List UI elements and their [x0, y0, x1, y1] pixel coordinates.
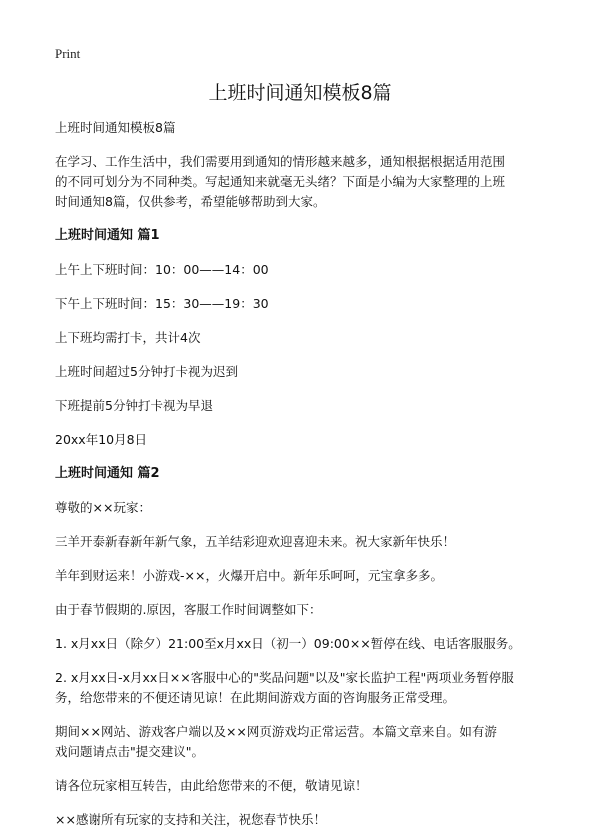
operations-note-line: 戏问题请点击"提交建议"。	[55, 744, 204, 759]
intro-paragraph	[55, 152, 545, 212]
document-subtitle: 上班时间通知模板8篇	[55, 120, 176, 135]
morning-hours: 上午上下班时间：10：00——14：00	[55, 262, 269, 277]
operations-note-line: 期间××网站、游戏客户端以及××网页游戏均正常运营。本篇文章来自。如有游	[55, 724, 497, 739]
intro-line: 的不同可划分为不同种类。写起通知来就毫无头绪？下面是小编为大家整理的上班	[55, 174, 506, 189]
schedule-item-2-line: 2. x月xx日-x月xx日××客服中心的"奖品问题"以及"家长监护工程"两项业务暂停服	[55, 670, 514, 685]
document-title: 上班时间通知模板8篇	[208, 82, 392, 104]
closing-thanks: ××感谢所有玩家的支持和关注，祝您春节快乐！	[55, 812, 326, 827]
print-link[interactable]: Print	[55, 46, 81, 61]
punch-rule: 上下班均需打卡，共计4次	[55, 330, 201, 345]
greeting: 尊敬的××玩家：	[55, 500, 151, 515]
new-year-wish: 三羊开泰新春新年新气象，五羊结彩迎欢迎喜迎未来。祝大家新年快乐！	[55, 534, 456, 549]
section-heading-2: 上班时间通知 篇2	[55, 466, 160, 481]
late-rule: 上班时间超过5分钟打卡视为迟到	[55, 364, 238, 379]
apology-note: 请各位玩家相互转告，由此给您带来的不便，敬请见谅！	[55, 778, 368, 793]
early-leave-rule: 下班提前5分钟打卡视为早退	[55, 398, 213, 413]
notice-date: 20xx年10月8日	[55, 432, 148, 447]
game-promo: 羊年到财运来！小游戏-××，火爆开启中。新年乐呵呵，元宝拿多多。	[55, 568, 443, 583]
schedule-item-2	[55, 668, 545, 708]
schedule-intro: 由于春节假期的.原因，客服工作时间调整如下：	[55, 602, 322, 617]
section-heading-1: 上班时间通知 篇1	[55, 228, 160, 243]
afternoon-hours: 下午上下班时间：15：30——19：30	[55, 296, 269, 311]
intro-line: 在学习、工作生活中，我们需要用到通知的情形越来越多，通知根据根据适用范围	[55, 154, 506, 169]
schedule-item-2-line: 务，给您带来的不便还请见谅！在此期间游戏方面的咨询服务正常受理。	[55, 690, 456, 705]
document-body	[55, 118, 545, 830]
schedule-item-1: 1. x月xx日（除夕）21:00至x月xx日（初一）09:00××暂停在线、电话客服服务。	[55, 636, 521, 651]
operations-note	[55, 722, 545, 762]
intro-line: 时间通知8篇，仅供参考，希望能够帮助到大家。	[55, 194, 326, 209]
